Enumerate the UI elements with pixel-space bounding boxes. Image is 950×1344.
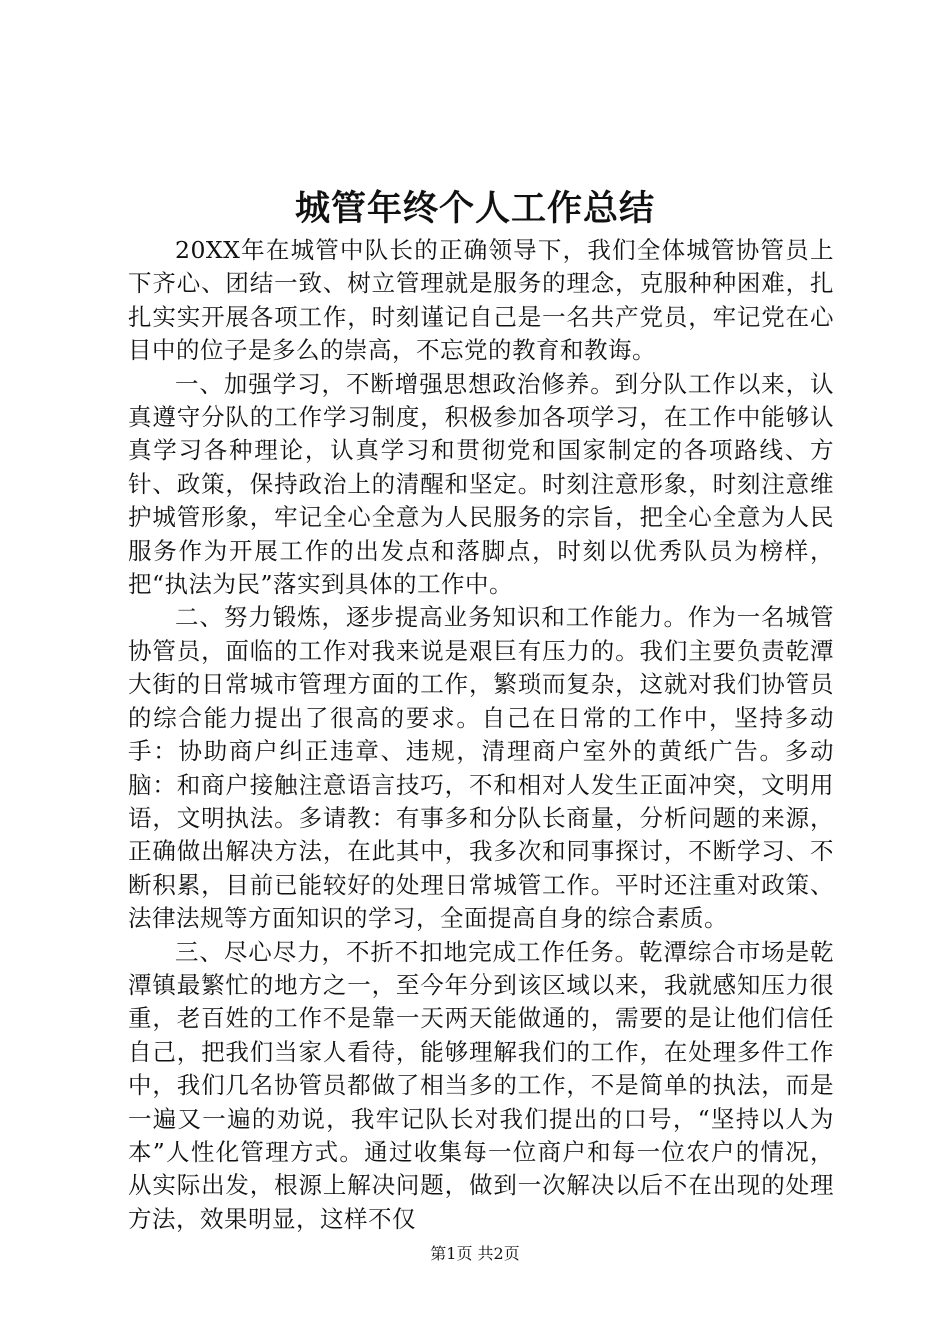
paragraph-intro: 20XX年在城管中队长的正确领导下，我们全体城管协管员上下齐心、团结一致、树立管理就是服务的理念，克服种种困难，扎扎实实开展各项工作，时刻谨记自己是一名共产党员，牢记党在心目中的位子是多么的崇高，不忘党的教育和教诲。	[128, 236, 834, 365]
document-body	[128, 234, 834, 1236]
document-title: 城管年终个人工作总结	[294, 188, 655, 229]
paragraph-section-1: 一、加强学习，不断增强思想政治修养。到分队工作以来，认真遵守分队的工作学习制度，积极参加各项学习，在工作中能够认真学习各种理论，认真学习和贯彻党和国家制定的各项路线、方针、政策，保持政治上的清醒和坚定。时刻注意形象，时刻注意维护城管形象，牢记全心全意为人民服务的宗旨，把全心全意为人民服务作为开展工作的出发点和落脚点，时刻以优秀队员为榜样，把“执法为民”落实到具体的工作中。	[128, 369, 834, 599]
page-number-footer: 第1页 共2页	[430, 1244, 520, 1263]
paragraph-section-2: 二、努力锻炼，逐步提高业务知识和工作能力。作为一名城管协管员，面临的工作对我来说是艰巨有压力的。我们主要负责乾潭大街的日常城市管理方面的工作，繁琐而复杂，这就对我们协管员的综合能力提出了很高的要求。自己在日常的工作中，坚持多动手：协助商户纠正违章、违规，清理商户室外的黄纸广告。多动脑：和商户接触注意语言技巧，不和相对人发生正面冲突，文明用语，文明执法。多请教：有事多和分队长商量，分析问题的来源，正确做出解决方法，在此其中，我多次和同事探讨，不断学习、不断积累，目前已能较好的处理日常城管工作。平时还注重对政策、法律法规等方面知识的学习，全面提高自身的综合素质。	[128, 603, 834, 933]
paragraph-section-3: 三、尽心尽力，不折不扣地完成工作任务。乾潭综合市场是乾潭镇最繁忙的地方之一，至今年分到该区域以来，我就感知压力很重，老百姓的工作不是靠一天两天能做通的，需要的是让他们信任自己，把我们当家人看待，能够理解我们的工作，在处理多件工作中，我们几名协管员都做了相当多的工作，不是简单的执法，而是一遍又一遍的劝说，我牢记队长对我们提出的口号，“坚持以人为本”人性化管理方式。通过收集每一位商户和每一位农户的情况，从实际出发，根源上解决问题，做到一次解决以后不在出现的处理方法，效果明显，这样不仅	[128, 937, 834, 1233]
